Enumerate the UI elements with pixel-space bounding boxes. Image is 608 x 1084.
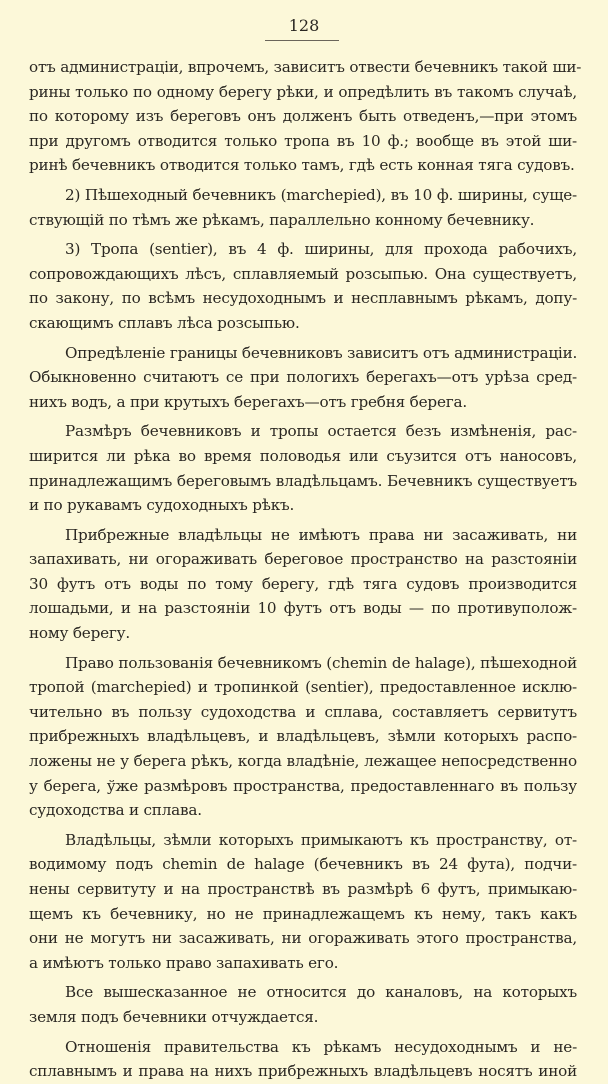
text-line: ному берегу. [29, 624, 131, 643]
text-line: ложены не у берега рѣкъ, когда владѣніе, лежащее непосредственно [29, 752, 577, 771]
page-number: 128 [288, 16, 320, 35]
text-line: а имѣютъ только право запахивать его. [29, 953, 339, 972]
text-line: 3) Тропа (sentier), въ 4 ф. ширины, для прохода рабочихъ, [65, 240, 577, 259]
text-line: земля подъ бечевники отчуждается. [29, 1007, 319, 1026]
text-line: Обыкновенно считаютъ се при пологихъ берегахъ—отъ урѣза сред- [29, 368, 577, 387]
text-line: прибрежныхъ владѣльцевъ, и владѣльцевъ, зѣмли которыхъ распо- [29, 727, 577, 746]
text-line: сопровождающихъ лѣсъ, сплавляемый розсыпью. Она существуетъ, [29, 264, 577, 283]
paragraph [29, 980, 577, 1029]
text-line: запахивать, ни огораживать береговое пространство на разстояніи [29, 550, 577, 569]
text-line: рины только по одному берегу рѣки, и опредѣлить въ такомъ случаѣ, [29, 82, 577, 101]
text-line: Все вышесказанное не относится до каналовъ, на которыхъ [65, 983, 577, 1002]
paragraph [29, 55, 582, 178]
text-line: они не могутъ ни засаживать, ни огораживать этого пространства, [29, 929, 577, 948]
paragraph [29, 419, 577, 517]
text-line: Владѣльцы, зѣмли которыхъ примыкаютъ къ пространству, от- [65, 830, 577, 849]
text-line: Отношенія правительства къ рѣкамъ несудоходнымъ и не- [65, 1037, 577, 1056]
text-line: сплавнымъ и права на нихъ прибрежныхъ владѣльцевъ носятъ иной [29, 1062, 577, 1081]
text-line: у берега, ўже размѣровъ пространства, предоставленнаго въ пользу [29, 776, 577, 795]
text-line: нены сервитуту и на пространствѣ въ размѣрѣ 6 футъ, примыкаю- [29, 880, 577, 898]
text-line: 2) Пѣшеходный бечевникъ (marchepied), въ 10 ф. ширины, суще- [65, 185, 577, 204]
paragraph [29, 341, 577, 415]
text-line: ринѣ бечевникъ отводится только тамъ, гдѣ есть конная тяга судовъ. [29, 156, 575, 175]
text-line: щемъ къ бечевнику, но не принадлежащемъ къ нему, такъ какъ [29, 904, 577, 923]
text-line: Прибрежные владѣльцы не имѣютъ права ни засаживать, ни [65, 525, 577, 544]
page-number-rule [265, 40, 339, 41]
text-line: водимому подъ chemin de halage (бечевникъ въ 24 фута), подчи- [29, 855, 577, 874]
text-line: Право пользованія бечевникомъ (chemin de halage), пѣшеходной [65, 653, 577, 672]
paragraph [29, 651, 577, 823]
text-line: ствующій по тѣмъ же рѣкамъ, параллельно конному бечевнику. [29, 210, 535, 229]
text-line: судоходства и сплава. [29, 801, 202, 820]
paragraph [29, 237, 577, 335]
paragraph [29, 523, 577, 646]
text-line: тропой (marchepied) и тропинкой (sentier), предоставленное исклю- [29, 678, 577, 697]
text-line: нихъ водъ, а при крутыхъ берегахъ—отъ гребня берега. [29, 392, 467, 411]
text-line: принадлежащимъ береговымъ владѣльцамъ. Бечевникъ существуетъ [29, 471, 577, 490]
text-line: по закону, по всѣмъ несудоходнымъ и несплавнымъ рѣкамъ, допу- [29, 289, 577, 308]
paragraph [29, 183, 577, 232]
text-line: 30 футъ отъ воды по тому берегу, гдѣ тяга судовъ производится [29, 574, 577, 593]
text-line: ширится ли рѣка во время половодья или съузится отъ наносовъ, [29, 446, 577, 465]
text-line: Размѣръ бечевниковъ и тропы остается безъ измѣненія, рас- [65, 422, 577, 441]
paragraph [29, 828, 577, 976]
text-line: лошадьми, и на разстояніи 10 футъ отъ воды — по противуполож- [29, 599, 577, 618]
text-line: чительно въ пользу судоходства и сплава, составляетъ сервитутъ [29, 702, 577, 721]
text-line: по которому изъ береговъ онъ долженъ быть отведенъ,—при этомъ [29, 107, 577, 126]
text-line: при другомъ отводится только тропа въ 10 ф.; вообще въ этой ши- [29, 131, 577, 150]
paragraph [29, 1035, 577, 1084]
text-line: скающимъ сплавъ лѣса розсыпью. [29, 313, 300, 332]
page-body-text [29, 55, 582, 1084]
text-line: отъ администраціи, впрочемъ, зависитъ отвести бечевникъ такой ши- [29, 58, 582, 76]
text-line: и по рукавамъ судоходныхъ рѣкъ. [29, 496, 295, 515]
text-line: Опредѣленіе границы бечевниковъ зависитъ отъ администраціи. [65, 343, 578, 362]
